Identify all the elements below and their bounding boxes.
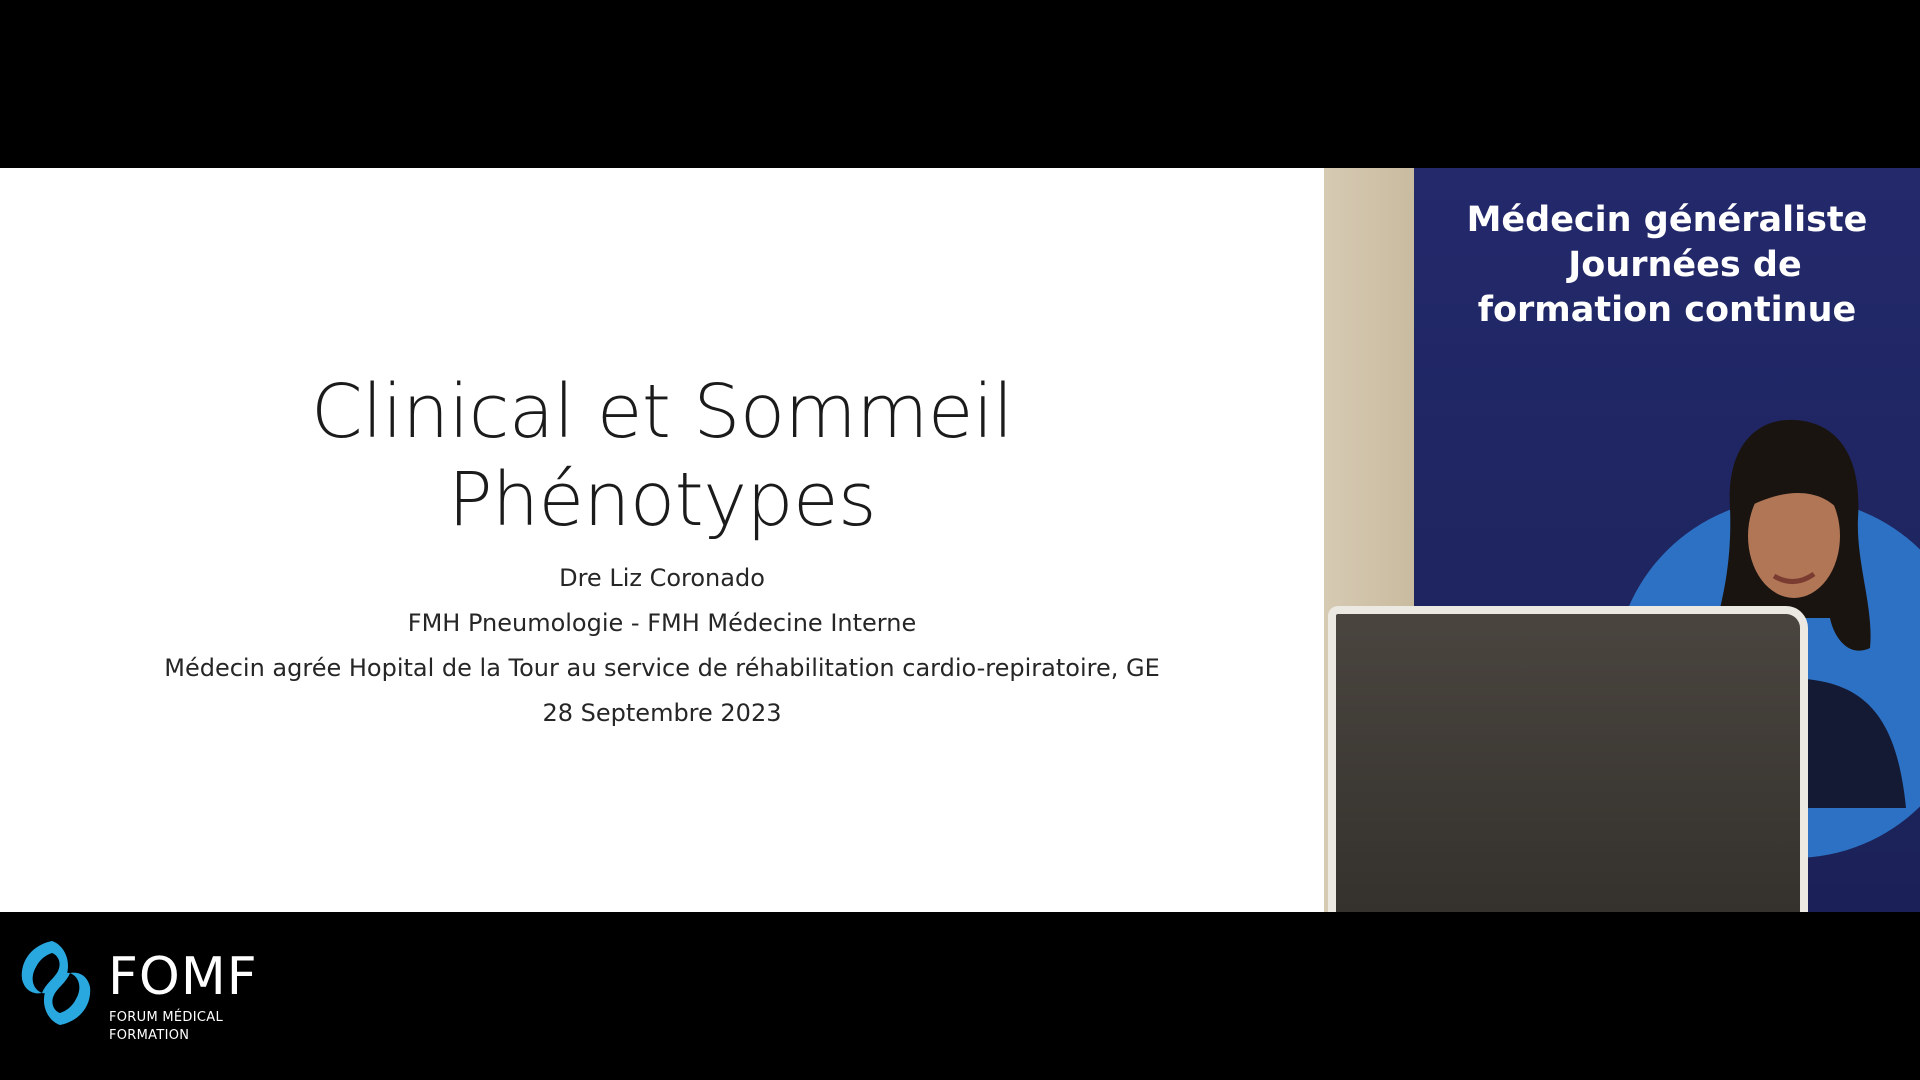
banner-line-1: Médecin généraliste [1466, 200, 1868, 240]
letterbox-top [0, 0, 1920, 168]
presentation-date: 28 Septembre 2023 [542, 699, 782, 727]
banner-text [1414, 198, 1920, 333]
letterbox-bottom [0, 912, 1920, 1080]
swirl-icon [1532, 246, 1562, 280]
podium [1328, 606, 1808, 912]
fomf-logo-icon [18, 937, 94, 1029]
speaker-name: Dre Liz Coronado [559, 564, 765, 592]
banner-line-3: formation continue [1477, 290, 1857, 330]
fomf-wordmark: FOMF [108, 947, 258, 1007]
fomf-tagline-line-2: FORMATION [109, 1028, 190, 1043]
speaker-affiliation: Médecin agrée Hopital de la Tour au service de réhabilitation cardio-repiratoire, GE [164, 654, 1160, 682]
speaker-specialties: FMH Pneumologie - FMH Médecine Interne [407, 609, 917, 637]
slide-title [0, 368, 1324, 544]
fomf-tagline-line-1: FORUM MÉDICAL [109, 1010, 223, 1025]
fomf-tagline [109, 1009, 223, 1045]
fomf-logo [18, 937, 278, 1047]
presentation-slide [0, 168, 1324, 912]
banner-line-2-text: Journées de [1568, 245, 1802, 285]
slide-title-line-2: Phénotypes [447, 457, 877, 543]
speaker-camera-feed [1324, 168, 1920, 912]
slide-subtitle-block [0, 556, 1324, 736]
slide-title-line-1: Clinical et Sommeil [311, 369, 1013, 455]
banner-line-2 [1414, 243, 1920, 288]
